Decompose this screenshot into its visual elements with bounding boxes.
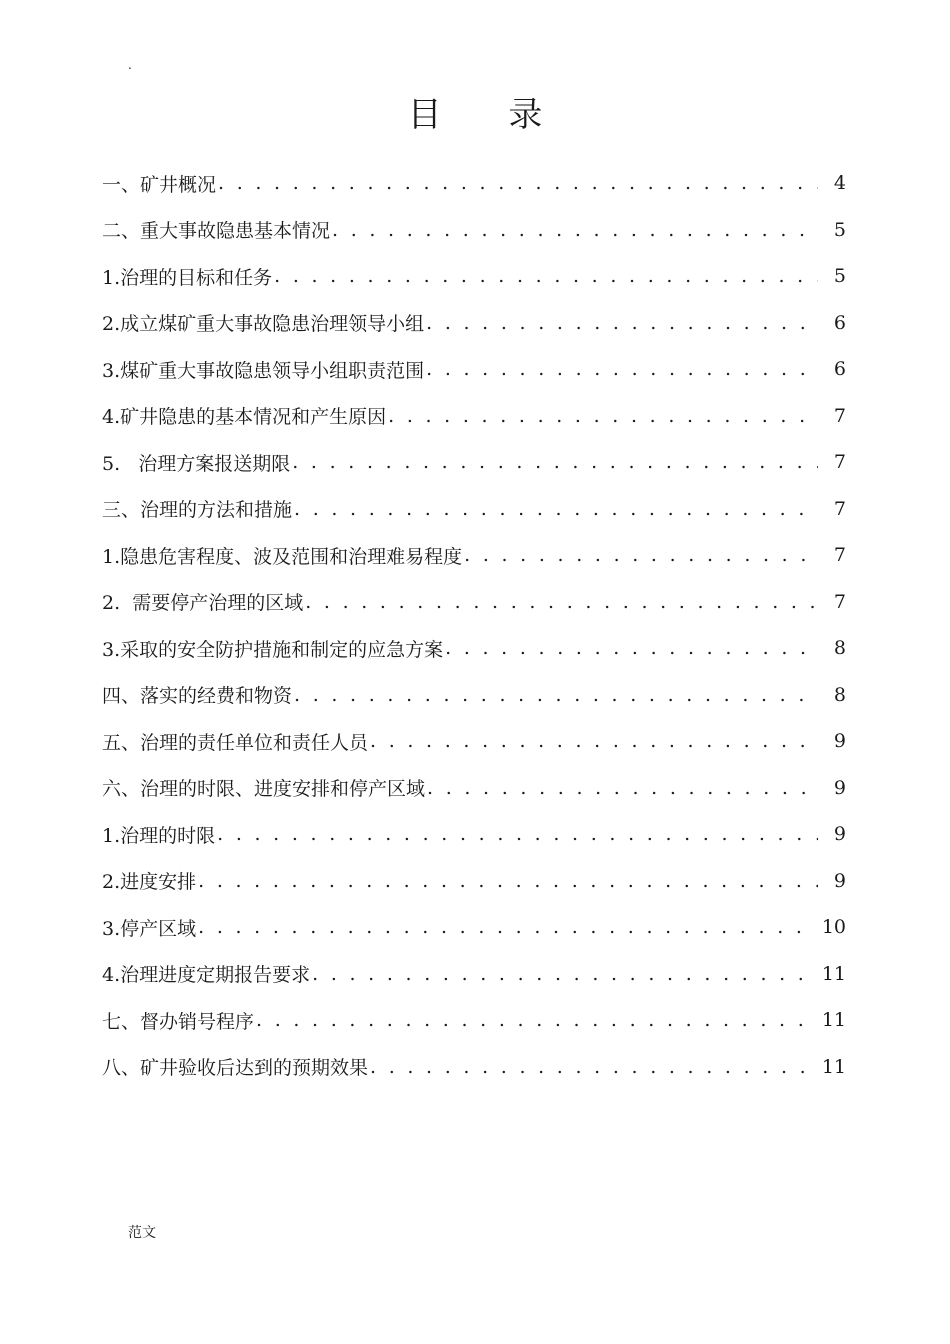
toc-entry-label: 四、落实的经费和物资	[102, 685, 293, 708]
toc-leader-dots	[215, 823, 818, 845]
toc-leader-dots	[330, 219, 818, 241]
toc-entry[interactable]	[102, 718, 846, 765]
toc-entry-label: 4.矿井隐患的基本情况和产生原因	[102, 406, 387, 429]
toc-entry-page: 6	[833, 311, 846, 334]
toc-entry-page: 8	[833, 683, 846, 706]
toc-entry-label: 五、治理的责任单位和责任人员	[102, 731, 369, 754]
toc-entry[interactable]	[102, 765, 846, 812]
toc-entry-page: 11	[821, 1055, 846, 1078]
toc-entry[interactable]	[102, 439, 846, 486]
toc-entry[interactable]	[102, 532, 846, 579]
toc-entry-label: 六、治理的时限、进度安排和停产区域	[102, 778, 426, 801]
toc-entry-page: 9	[833, 823, 846, 846]
toc-entry-label: 1.治理的时限	[102, 824, 216, 847]
toc-entry[interactable]	[102, 300, 846, 347]
toc-entry-page: 5	[833, 218, 846, 241]
toc-leader-dots	[443, 637, 818, 659]
toc-entry[interactable]	[102, 997, 846, 1044]
toc-entry[interactable]	[102, 625, 846, 672]
toc-entry[interactable]	[102, 672, 846, 719]
toc-entry-label: 2. 需要停产治理的区域	[102, 592, 304, 615]
toc-entry-page: 9	[833, 776, 846, 799]
toc-entry-page: 7	[833, 590, 846, 613]
toc-entry[interactable]	[102, 904, 846, 951]
toc-entry-label: 2.成立煤矿重大事故隐患治理领导小组	[102, 313, 425, 336]
toc-leader-dots	[368, 1056, 816, 1078]
toc-entry-page: 11	[821, 962, 846, 985]
page-title: 目 录	[407, 95, 571, 135]
toc-entry-page: 8	[833, 637, 846, 660]
toc-entry-label: 5. 治理方案报送期限	[102, 452, 291, 475]
toc-entry-label: 1.隐患危害程度、波及范围和治理难易程度	[102, 545, 463, 568]
table-of-contents	[102, 160, 846, 1090]
toc-entry-label: 一、矿井概况	[102, 173, 217, 196]
toc-entry-page: 7	[833, 451, 846, 474]
toc-leader-dots	[272, 265, 818, 287]
toc-entry[interactable]	[102, 951, 846, 998]
toc-entry[interactable]	[102, 160, 846, 207]
toc-entry[interactable]	[102, 579, 846, 626]
toc-leader-dots	[424, 358, 818, 380]
toc-entry-label: 4.治理进度定期报告要求	[102, 964, 311, 987]
toc-leader-dots	[310, 963, 816, 985]
toc-leader-dots	[216, 172, 818, 194]
toc-leader-dots	[254, 1009, 816, 1031]
toc-entry-label: 3.采取的安全防护措施和制定的应急方案	[102, 638, 444, 661]
toc-entry-page: 10	[821, 916, 846, 939]
toc-entry-page: 4	[833, 172, 846, 195]
toc-entry-label: 2.进度安排	[102, 871, 197, 894]
toc-entry-label: 三、治理的方法和措施	[102, 499, 293, 522]
toc-entry-label: 1.治理的目标和任务	[102, 266, 273, 289]
toc-leader-dots	[368, 730, 818, 752]
toc-leader-dots	[462, 544, 818, 566]
toc-entry[interactable]	[102, 858, 846, 905]
toc-leader-dots	[292, 498, 818, 520]
toc-leader-dots	[386, 405, 818, 427]
toc-entry-label: 八、矿井验收后达到的预期效果	[102, 1057, 369, 1080]
toc-entry-page: 5	[833, 265, 846, 288]
toc-leader-dots	[425, 777, 818, 799]
toc-leader-dots	[303, 591, 818, 613]
toc-leader-dots	[292, 684, 818, 706]
toc-entry-label: 3.煤矿重大事故隐患领导小组职责范围	[102, 359, 425, 382]
toc-leader-dots	[290, 451, 818, 473]
toc-entry[interactable]	[102, 393, 846, 440]
toc-entry-label: 二、重大事故隐患基本情况	[102, 220, 331, 243]
header-mark: .	[128, 58, 132, 72]
toc-entry-page: 9	[833, 869, 846, 892]
footer-text: 范文	[128, 1225, 156, 1241]
toc-entry[interactable]	[102, 253, 846, 300]
toc-entry-label: 七、督办销号程序	[102, 1010, 255, 1033]
toc-entry-page: 6	[833, 358, 846, 381]
toc-entry-page: 7	[833, 404, 846, 427]
toc-entry-page: 9	[833, 730, 846, 753]
toc-entry[interactable]	[102, 346, 846, 393]
toc-entry-label: 3.停产区域	[102, 917, 197, 940]
toc-entry-page: 7	[833, 497, 846, 520]
toc-leader-dots	[196, 916, 816, 938]
toc-entry[interactable]	[102, 207, 846, 254]
toc-leader-dots	[424, 312, 818, 334]
toc-entry-page: 7	[833, 544, 846, 567]
toc-entry-page: 11	[821, 1009, 846, 1032]
toc-entry[interactable]	[102, 486, 846, 533]
toc-leader-dots	[196, 870, 818, 892]
toc-entry[interactable]	[102, 1044, 846, 1091]
toc-entry[interactable]	[102, 811, 846, 858]
